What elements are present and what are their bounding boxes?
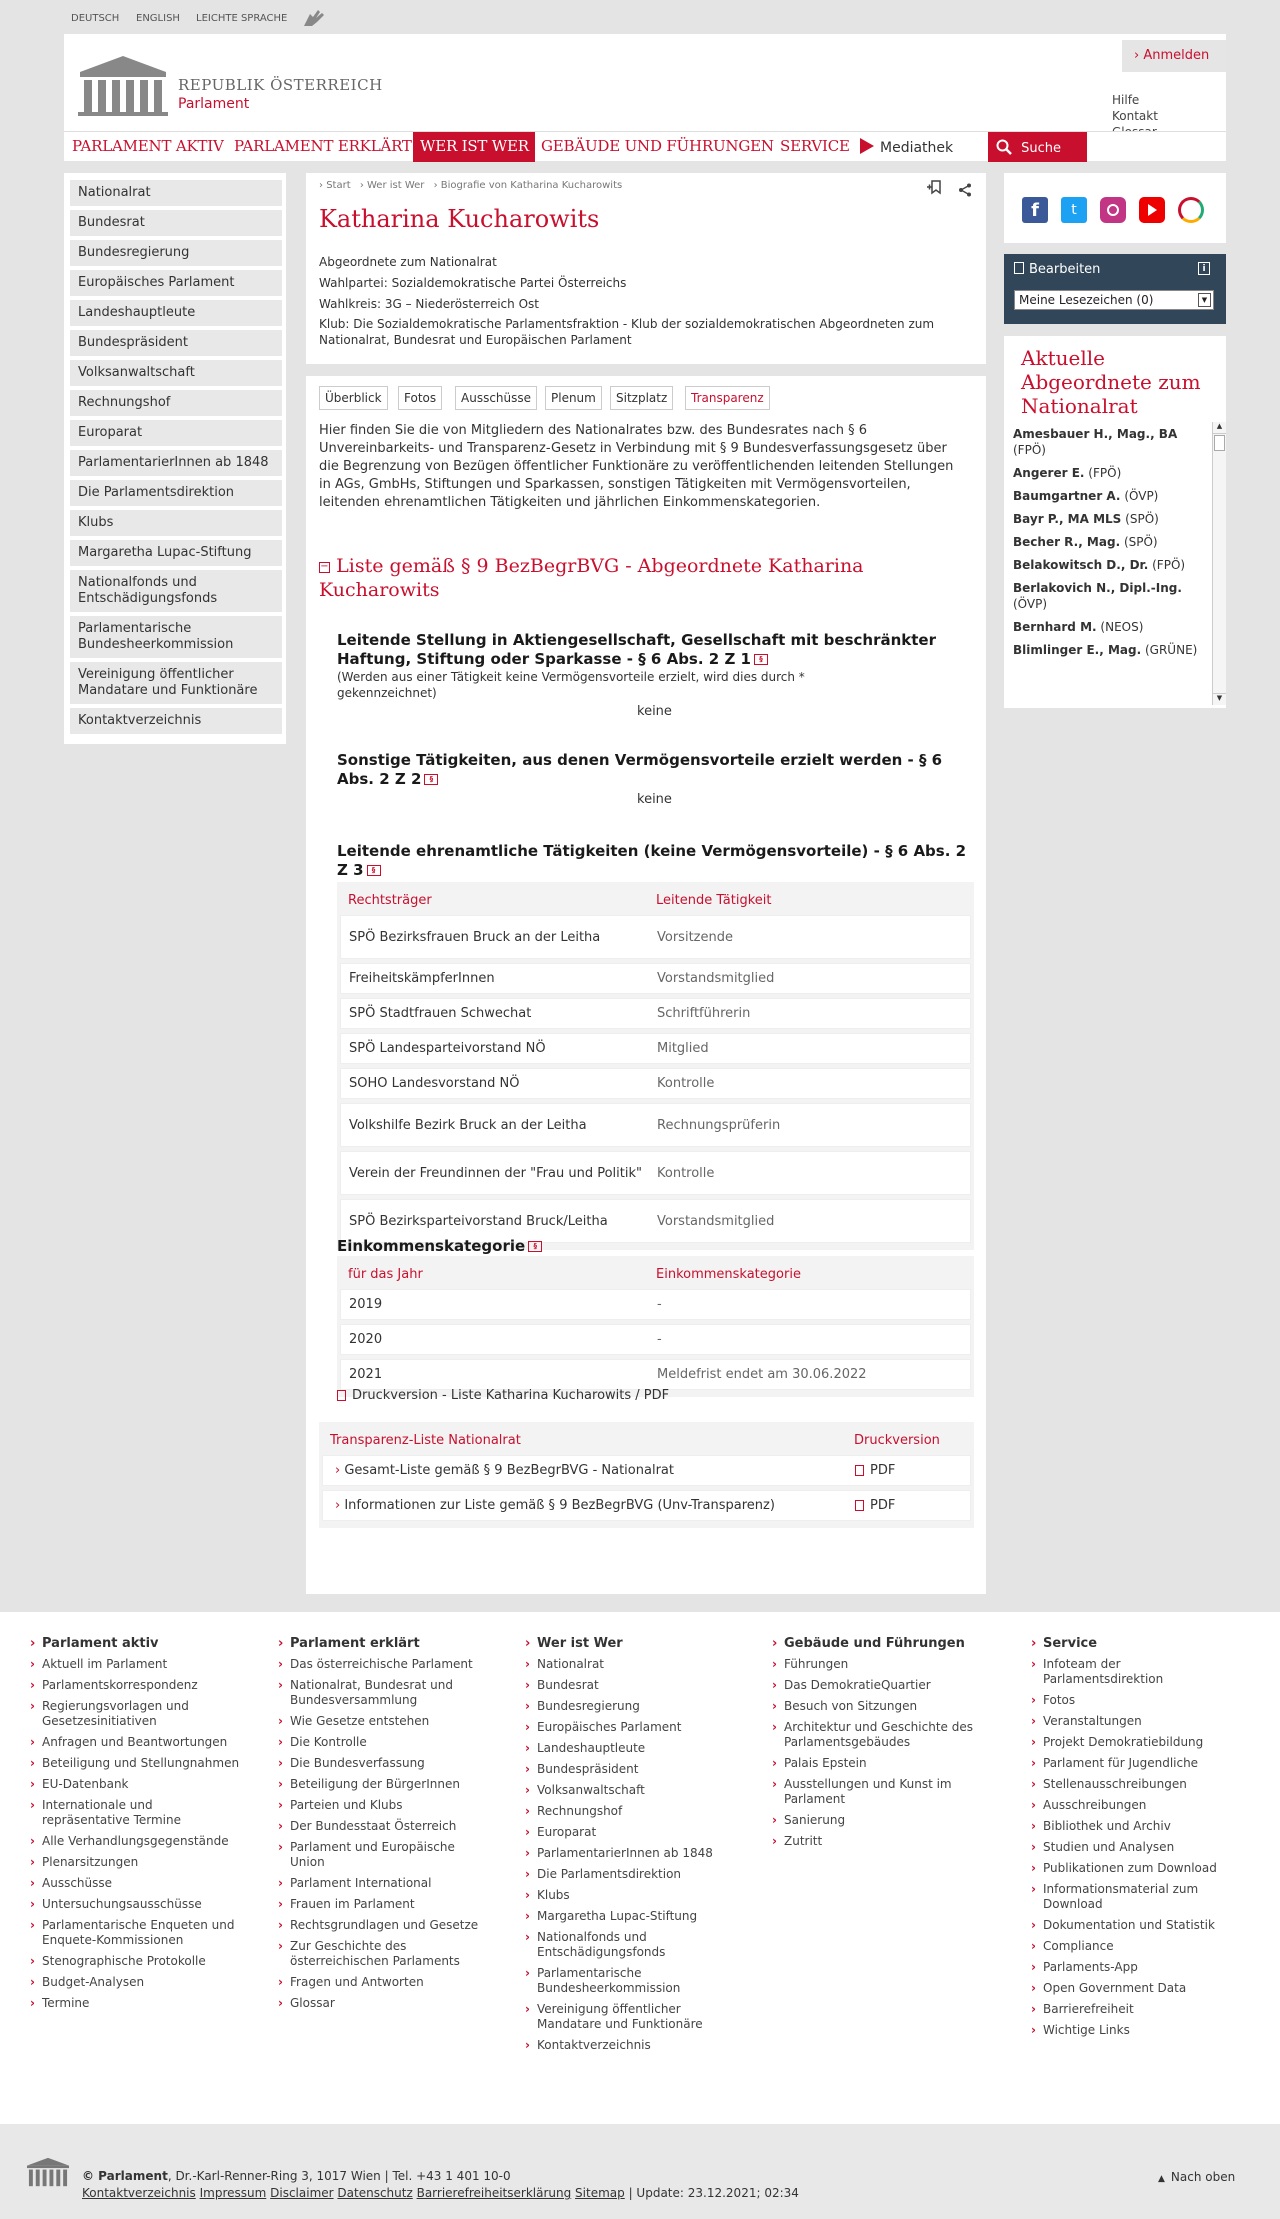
abgeordnete-name: Amesbauer H., Mag., BA [1013, 427, 1178, 441]
footer-link-das-sterreichische-parlament[interactable]: › Das österreichische Parlament [278, 1657, 488, 1672]
footer-col-wer-ist-wer [525, 1636, 735, 2059]
parliament-building-icon [78, 54, 168, 116]
footer-link-wichtige-links[interactable]: › Wichtige Links [1031, 2023, 1241, 2038]
cell-jahr: 2019 [349, 1297, 383, 1312]
tab-fotos[interactable]: Fotos [398, 386, 442, 410]
footer-link-das-demokratiequartier[interactable]: › Das DemokratieQuartier [772, 1678, 982, 1693]
footer-link-wie-gesetze-entstehen[interactable]: › Wie Gesetze entstehen [278, 1714, 488, 1729]
cell-kategorie: Meldefrist endet am 30.06.2022 [657, 1367, 867, 1382]
disclaimer-link[interactable]: Disclaimer [270, 2186, 334, 2200]
abgeordnete-item[interactable] [1013, 619, 1202, 635]
footer-link-bundespr-sident[interactable]: › Bundespräsident [525, 1762, 735, 1777]
table-row [340, 1151, 971, 1195]
footer-link-aussch-sse[interactable]: › Ausschüsse [30, 1876, 240, 1891]
footer-link-nationalfonds-und-entsch-digungsfonds[interactable]: › Nationalfonds und Entschädigungsfonds [525, 1930, 735, 1960]
footer-link-parlamentarische-bundesheerkommission[interactable]: › Parlamentarische Bundesheerkommission [525, 1966, 735, 1996]
abgeordnete-name: Angerer E. [1013, 466, 1085, 480]
person-party: Wahlpartei: Sozialdemokratische Partei Österreichs [319, 276, 627, 290]
person-club: Klub: Die Sozialdemokratische Parlamentsfraktion - Klub der sozialdemokratischen Abgeordneten zum Nationalrat, Bundesrat und Europäischen Parlament [319, 317, 935, 347]
kontaktverzeichnis-link[interactable]: Kontaktverzeichnis [82, 2186, 196, 2200]
nav-wer-ist-wer[interactable]: WER IST WER [413, 132, 535, 162]
footer-col-service [1031, 1636, 1241, 2044]
sec3-title: Leitende ehrenamtliche Tätigkeiten (keine Vermögensvorteile) - § 6 Abs. 2 Z 3 [337, 842, 967, 879]
tab-sitzplatz[interactable]: Sitzplatz [610, 386, 673, 410]
einkommen-table [337, 1256, 974, 1397]
breadcrumb: › Start › Wer ist Wer › Biografie von Katharina Kucharowits [319, 180, 623, 191]
info-icon[interactable]: i [1198, 262, 1210, 275]
list-header[interactable] [319, 554, 879, 602]
abgeordnete-party: (GRÜNE) [1144, 643, 1198, 657]
search-icon [996, 141, 1012, 156]
chevron-down-icon: ▼ [1198, 293, 1211, 307]
footer-col-parlament-erkl-rt [278, 1636, 488, 2017]
nav-gebaeude[interactable]: GEBÄUDE UND FÜHRUNGEN [541, 137, 774, 155]
footer-link-parlaments-app[interactable]: › Parlaments-App [1031, 1960, 1241, 1975]
tab-transparenz[interactable]: Transparenz [685, 386, 770, 410]
help-link[interactable]: Hilfe [1112, 93, 1140, 107]
footer-link-stenographische-protokolle[interactable]: › Stenographische Protokolle [30, 1954, 240, 1969]
footer-link-parlament-f-r-jugendliche[interactable]: › Parlament für Jugendliche [1031, 1756, 1241, 1771]
instagram-icon[interactable] [1100, 197, 1126, 223]
footer-link-palais-epstein[interactable]: › Palais Epstein [772, 1756, 982, 1771]
sidebar-item-klubs[interactable]: Klubs [70, 510, 282, 536]
footer-link-rechnungshof[interactable]: › Rechnungshof [525, 1804, 735, 1819]
list-scrollbar[interactable]: ▲ ▼ [1212, 422, 1226, 705]
nav-parlament-aktiv[interactable]: PARLAMENT AKTIV [72, 137, 224, 155]
section-einkommen [337, 1237, 542, 1256]
abgeordnete-item[interactable] [1013, 557, 1202, 573]
person-meta [319, 253, 959, 348]
abgeordnete-name: Becher R., Mag. [1013, 535, 1121, 549]
col-transparenz-liste: Transparenz-Liste Nationalrat [330, 1432, 521, 1448]
footer-link-parlamentarische-enqueten-und-enquete-ko[interactable]: › Parlamentarische Enqueten und Enquete-Kommissionen [30, 1918, 240, 1948]
bottom-bar [0, 2124, 1280, 2219]
cell-rechtstraeger: Volkshilfe Bezirk Bruck an der Leitha [349, 1117, 587, 1133]
cell-rechtstraeger: SPÖ Bezirksfrauen Bruck an der Leitha [349, 929, 601, 945]
sidebar-item-rechnungshof[interactable]: Rechnungshof [70, 390, 282, 416]
col-druckversion: Druckversion [854, 1432, 940, 1448]
nav-mediathek[interactable] [860, 132, 970, 162]
footer-link-barrierefreiheit[interactable]: › Barrierefreiheit [1031, 2002, 1241, 2017]
footer-link-dokumentation-und-statistik[interactable]: › Dokumentation und Statistik [1031, 1918, 1241, 1933]
facebook-icon[interactable]: f [1022, 197, 1048, 223]
footer-link-regierungsvorlagen-und-gesetzesinitiativ[interactable]: › Regierungsvorlagen und Gesetzesinitiativen [30, 1699, 240, 1729]
youtube-icon[interactable] [1139, 197, 1165, 223]
sidebar-item-bundespr-sident[interactable]: Bundespräsident [70, 330, 282, 356]
abgeordnete-name: Bayr P., MA MLS [1013, 512, 1122, 526]
footer-link-volksanwaltschaft[interactable]: › Volksanwaltschaft [525, 1783, 735, 1798]
social-media-box [1004, 173, 1226, 243]
cell-taetigkeit: Rechnungsprüferin [657, 1117, 781, 1133]
logo-subtitle: Parlament [178, 96, 250, 112]
abgeordnete-party: (FPÖ) [1088, 466, 1122, 480]
sec2-value: keine [637, 792, 672, 807]
abgeordnete-party: (ÖVP) [1013, 597, 1048, 611]
law-link-icon[interactable]: § [528, 1241, 542, 1252]
site-footer [0, 1612, 1280, 2124]
cell-taetigkeit: Vorstandsmitglied [657, 971, 775, 986]
footer-col-geb-ude-und-f-hrungen [772, 1636, 982, 1855]
edit-icon [1014, 262, 1024, 274]
footer-link-internationale-und-repr-sentative-termin[interactable]: › Internationale und repräsentative Termine [30, 1798, 240, 1828]
print-pdf-label: Druckversion - Liste Katharina Kucharowits / PDF [352, 1388, 670, 1403]
abgeordnete-party: (FPÖ) [1013, 443, 1046, 457]
sitemap-link[interactable]: Sitemap [575, 2186, 625, 2200]
footer-link-ausstellungen-und-kunst-im-parlament[interactable]: › Ausstellungen und Kunst im Parlament [772, 1777, 982, 1807]
footer-link-plenarsitzungen[interactable]: › Plenarsitzungen [30, 1855, 240, 1870]
abgeordnete-item[interactable] [1013, 426, 1202, 458]
footer-link-die-kontrolle[interactable]: › Die Kontrolle [278, 1735, 488, 1750]
footer-link-parlament-und-europ-ische-union[interactable]: › Parlament und Europäische Union [278, 1840, 488, 1870]
nav-service[interactable]: SERVICE [780, 137, 850, 155]
twitter-icon[interactable]: t [1061, 197, 1087, 223]
footer-link-open-government-data[interactable]: › Open Government Data [1031, 1981, 1241, 1996]
law-link-icon[interactable]: § [367, 865, 381, 876]
footer-link-projekt-demokratiebildung[interactable]: › Projekt Demokratiebildung [1031, 1735, 1241, 1750]
gesamt-liste-link[interactable]: Gesamt-Liste gemäß § 9 BezBegrBVG - Nationalrat [344, 1463, 674, 1478]
footer-link-f-hrungen[interactable]: › Führungen [772, 1657, 982, 1672]
footer-link-vereinigung-ffentlicher-mandatare-und-fu[interactable]: › Vereinigung öffentlicher Mandatare und Funktionäre [525, 2002, 735, 2032]
footer-link-die-bundesverfassung[interactable]: › Die Bundesverfassung [278, 1756, 488, 1771]
person-card [306, 173, 986, 364]
col-kategorie[interactable]: Einkommenskategorie [656, 1266, 801, 1282]
footer-link-nationalrat[interactable]: › Nationalrat [525, 1657, 735, 1672]
footer-link-anfragen-und-beantwortungen[interactable]: › Anfragen und Beantwortungen [30, 1735, 240, 1750]
tab-ausschuesse[interactable]: Ausschüsse [455, 386, 537, 410]
footer-link-fotos[interactable]: › Fotos [1031, 1693, 1241, 1708]
section-ehrenamtlich [337, 842, 977, 880]
footer-link-budget-analysen[interactable]: › Budget-Analysen [30, 1975, 240, 1990]
abgeordnete-name: Bernhard M. [1013, 620, 1097, 634]
sidebar-item-nationalrat[interactable]: Nationalrat [70, 180, 282, 206]
abgeordnete-item[interactable] [1013, 511, 1202, 527]
footer-link-untersuchungsaussch-sse[interactable]: › Untersuchungsausschüsse [30, 1897, 240, 1912]
footer-link-nationalrat-bundesrat-und-bundesversamml[interactable]: › Nationalrat, Bundesrat und Bundesversammlung [278, 1678, 488, 1708]
search-button[interactable] [988, 132, 1087, 162]
sec1-note: (Werden aus einer Tätigkeit keine Vermögensvorteile erzielt, wird dies durch * gekennzeichnet) [337, 670, 805, 700]
login-label: Anmelden [1143, 48, 1210, 63]
sec4-title: Einkommenskategorie [337, 1237, 526, 1255]
transparency-list-table: Transparenz-Liste Nationalrat Druckversion › Gesamt-Liste gemäß § 9 BezBegrBVG - Nationalrat PDF › Informationen zur Liste gemäß § 9 BezBegrBVG (Unv-Transparenz) PDF [319, 1422, 974, 1528]
cell-rechtstraeger: SOHO Landesvorstand NÖ [349, 1076, 520, 1091]
footer-heading[interactable]: › Wer ist Wer [525, 1636, 735, 1651]
footer-link-zur-geschichte-des-sterreichischen-parla[interactable]: › Zur Geschichte des österreichischen Parlaments [278, 1939, 488, 1969]
sidebar-item-volksanwaltschaft[interactable]: Volksanwaltschaft [70, 360, 282, 386]
print-pdf-link[interactable] [337, 1388, 669, 1403]
search-label: Suche [1021, 141, 1062, 156]
footer-heading[interactable]: › Parlament aktiv [30, 1636, 240, 1651]
footer-link-margaretha-lupac-stiftung[interactable]: › Margaretha Lupac-Stiftung [525, 1909, 735, 1924]
footer-link-termine[interactable]: › Termine [30, 1996, 240, 2011]
section-sonstige [337, 751, 977, 807]
abgeordnete-name: Belakowitsch D., Dr. [1013, 558, 1149, 572]
contact-link[interactable]: Kontakt [1112, 109, 1158, 123]
table-row [340, 998, 971, 1029]
abgeordnete-item[interactable] [1013, 580, 1202, 612]
play-icon [860, 138, 874, 154]
table-row [340, 1359, 971, 1390]
main-nav [64, 131, 1226, 161]
list-title: Liste gemäß § 9 BezBegrBVG - Abgeordnete Katharina Kucharowits [319, 555, 864, 601]
cell-kategorie: - [657, 1297, 662, 1312]
sidebar-item-parlamentarische-bundesheerkommission[interactable]: Parlamentarische Bundesheerkommission [70, 616, 282, 658]
cell-rechtstraeger: SPÖ Stadtfrauen Schwechat [349, 1006, 532, 1021]
abgeordnete-item[interactable] [1013, 642, 1202, 658]
bookmarks-select[interactable] [1014, 290, 1214, 310]
abgeordnete-name: Berlakovich N., Dipl.-Ing. [1013, 581, 1182, 595]
footer-link-architektur-und-geschichte-des-parlament[interactable]: › Architektur und Geschichte des Parlamentsgebäudes [772, 1720, 982, 1750]
cell-taetigkeit: Mitglied [657, 1041, 709, 1056]
parliament-logo[interactable] [78, 54, 388, 124]
sidebar [64, 173, 286, 744]
barrierefreiheit-link[interactable]: Barrierefreiheitserklärung [416, 2186, 572, 2200]
footer-link-publikationen-zum-download[interactable]: › Publikationen zum Download [1031, 1861, 1241, 1876]
footer-link-alle-verhandlungsgegenst-nde[interactable]: › Alle Verhandlungsgegenstände [30, 1834, 240, 1849]
abgeordnete-item[interactable] [1013, 534, 1202, 550]
sidebar-item-europarat[interactable]: Europarat [70, 420, 282, 446]
update-date: | Update: 23.12.2021; 02:34 [628, 2186, 799, 2200]
site-header [64, 34, 1226, 161]
cell-rechtstraeger: SPÖ Landesparteivorstand NÖ [349, 1041, 546, 1056]
bookmark-icon[interactable] [926, 179, 944, 199]
table-row [340, 1068, 971, 1099]
sidebar-item-margaretha-lupac-stiftung[interactable]: Margaretha Lupac-Stiftung [70, 540, 282, 566]
table-row [340, 1033, 971, 1064]
sign-language-icon[interactable] [300, 8, 328, 28]
tab-plenum[interactable]: Plenum [545, 386, 602, 410]
table-row [340, 1324, 971, 1355]
impressum-link[interactable]: Impressum [199, 2186, 267, 2200]
cell-rechtstraeger: SPÖ Bezirksparteivorstand Bruck/Leitha [349, 1213, 608, 1229]
footer-link-bibliothek-und-archiv[interactable]: › Bibliothek und Archiv [1031, 1819, 1241, 1834]
logo-title: REPUBLIK ÖSTERREICH [178, 76, 383, 94]
footer-heading[interactable]: › Gebäude und Führungen [772, 1636, 982, 1651]
footer-link-europarat[interactable]: › Europarat [525, 1825, 735, 1840]
abgeordnete-name: Baumgartner A. [1013, 489, 1121, 503]
table-row [340, 1289, 971, 1320]
abgeordnete-list [1004, 422, 1226, 705]
cell-taetigkeit: Vorstandsmitglied [657, 1213, 775, 1229]
col-rechtstraeger[interactable]: Rechtsträger [348, 892, 432, 908]
abgeordnete-party: (NEOS) [1100, 620, 1144, 634]
footer-link-stellenausschreibungen[interactable]: › Stellenausschreibungen [1031, 1777, 1241, 1792]
footer-link-informationsmaterial-zum-download[interactable]: › Informationsmaterial zum Download [1031, 1882, 1241, 1912]
sidebar-item-landeshauptleute[interactable]: Landeshauptleute [70, 300, 282, 326]
aktuelle-abgeordnete-box [1004, 336, 1226, 708]
footer-link-beteiligung-der-b-rgerinnen[interactable]: › Beteiligung der BürgerInnen [278, 1777, 488, 1792]
pdf-icon [337, 1390, 346, 1401]
breadcrumb-wer-ist-wer[interactable]: Wer ist Wer [367, 180, 425, 191]
sidebar-item-kontaktverzeichnis[interactable]: Kontaktverzeichnis [70, 708, 282, 734]
footer-link-der-bundesstaat-sterreich[interactable]: › Der Bundesstaat Österreich [278, 1819, 488, 1834]
info-liste-link[interactable]: Informationen zur Liste gemäß § 9 BezBegrBVG (Unv-Transparenz) [344, 1498, 775, 1513]
footer-link-veranstaltungen[interactable]: › Veranstaltungen [1031, 1714, 1241, 1729]
footer-link-sanierung[interactable]: › Sanierung [772, 1813, 982, 1828]
breadcrumb-start[interactable]: Start [326, 180, 351, 191]
footer-link-ausschreibungen[interactable]: › Ausschreibungen [1031, 1798, 1241, 1813]
footer-link-parlamentarierinnen-ab-1848[interactable]: › ParlamentarierInnen ab 1848 [525, 1846, 735, 1861]
abgeordnete-item[interactable] [1013, 488, 1202, 504]
cell-jahr: 2021 [349, 1367, 383, 1382]
col-taetigkeit[interactable]: Leitende Tätigkeit [656, 892, 772, 908]
sidebar-item-vereinigung-ffentlicher-mandatare-und-fu[interactable]: Vereinigung öffentlicher Mandatare und Funktionäre [70, 662, 282, 704]
back-to-top-label: Nach oben [1170, 2170, 1236, 2184]
login-button[interactable]: › Anmelden [1122, 40, 1226, 72]
footer-link-klubs[interactable]: › Klubs [525, 1888, 735, 1903]
lang-deutsch[interactable]: DEUTSCH [71, 13, 120, 24]
cell-rechtstraeger: Verein der Freundinnen der "Frau und Politik" [349, 1165, 642, 1181]
cell-rechtstraeger: FreiheitskämpferInnen [349, 971, 495, 986]
footer-link-europ-isches-parlament[interactable]: › Europäisches Parlament [525, 1720, 735, 1735]
footer-link-besuch-von-sitzungen[interactable]: › Besuch von Sitzungen [772, 1699, 982, 1714]
intro-text: Hier finden Sie die von Mitgliedern des Nationalrates bzw. des Bundesrates nach § 6 Unvereinbarkeits- und Transparenz-Gesetz in Verbindung mit § 9 Bundesverfassungsgesetz über die Begrenzung von Bezügen öffentlicher Funktionäre zu veröffentlichenden leitenden Stellungen in AGs, GmbHs, Stiftungen und Sparkassen, sonstigen Tätigkeiten mit Vermögensvorteilen, leitenden ehrenamtlichen Tätigkeiten und jährlichen Einkommenskategorien. [319, 423, 954, 510]
sidebar-item-die-parlamentsdirektion[interactable]: Die Parlamentsdirektion [70, 480, 282, 506]
mediathek-label: Mediathek [880, 140, 954, 156]
sec1-title: Leitende Stellung in Aktiengesellschaft, Gesellschaft mit beschränkter Haftung, Stiftung oder Sparkasse - § 6 Abs. 2 Z 1 [337, 631, 936, 668]
aktuelle-title: Aktuelle Abgeordnete zum Nationalrat [1021, 346, 1201, 418]
law-link-icon[interactable]: § [754, 654, 768, 665]
abgeordnete-name: Blimlinger E., Mag. [1013, 643, 1142, 657]
footer-link-rechtsgrundlagen-und-gesetze[interactable]: › Rechtsgrundlagen und Gesetze [278, 1918, 488, 1933]
table-row [340, 915, 971, 959]
cell-taetigkeit: Schriftführerin [657, 1006, 751, 1021]
table-row [340, 963, 971, 994]
footer-link-parlamentskorrespondenz[interactable]: › Parlamentskorrespondenz [30, 1678, 240, 1693]
gesamt-liste-pdf[interactable]: PDF [855, 1463, 895, 1478]
law-link-icon[interactable]: § [424, 774, 438, 785]
address: , Dr.-Karl-Renner-Ring 3, 1017 Wien | Tel. +43 1 401 10-0 [167, 2169, 511, 2183]
footer-link-bundesrat[interactable]: › Bundesrat [525, 1678, 735, 1693]
datenschutz-link[interactable]: Datenschutz [337, 2186, 413, 2200]
sec1-value: keine [637, 704, 672, 719]
transparency-card [306, 376, 986, 1594]
abgeordnete-item[interactable] [1013, 465, 1202, 481]
abgeordnete-party: (SPÖ) [1125, 512, 1159, 526]
person-district: Wahlkreis: 3G – Niederösterreich Ost [319, 297, 539, 311]
collapse-icon[interactable]: − [320, 561, 329, 572]
pdf-icon [855, 1465, 864, 1476]
tab-ueberblick[interactable]: Überblick [319, 386, 388, 410]
footer-link-parlament-international[interactable]: › Parlament International [278, 1876, 488, 1891]
ehrenamt-table [337, 882, 974, 1250]
footer-link-beteiligung-und-stellungnahmen[interactable]: › Beteiligung und Stellungnahmen [30, 1756, 240, 1771]
footer-link-zutritt[interactable]: › Zutritt [772, 1834, 982, 1849]
cell-taetigkeit: Kontrolle [657, 1165, 715, 1181]
footer-heading[interactable]: › Parlament erklärt [278, 1636, 488, 1651]
col-jahr[interactable]: für das Jahr [348, 1266, 423, 1282]
sidebar-item-bundesrat[interactable]: Bundesrat [70, 210, 282, 236]
footer-address [82, 2169, 511, 2183]
footer-link-studien-und-analysen[interactable]: › Studien und Analysen [1031, 1840, 1241, 1855]
parliament-building-icon [26, 2156, 70, 2188]
podcast-icon[interactable] [1178, 197, 1204, 223]
cell-taetigkeit: Vorsitzende [657, 929, 733, 945]
sidebar-item-nationalfonds-und-entsch-digungsfonds[interactable]: Nationalfonds und Entschädigungsfonds [70, 570, 282, 612]
footer-link-aktuell-im-parlament[interactable]: › Aktuell im Parlament [30, 1657, 240, 1672]
arrow-up-icon: ▲ [1158, 2174, 1165, 2184]
footer-link-compliance[interactable]: › Compliance [1031, 1939, 1241, 1954]
footer-link-bundesregierung[interactable]: › Bundesregierung [525, 1699, 735, 1714]
footer-link-frauen-im-parlament[interactable]: › Frauen im Parlament [278, 1897, 488, 1912]
sidebar-item-bundesregierung[interactable]: Bundesregierung [70, 240, 282, 266]
table-row [340, 1103, 971, 1147]
lang-english[interactable]: ENGLISH [136, 13, 180, 24]
footer-link-kontaktverzeichnis[interactable]: › Kontaktverzeichnis [525, 2038, 735, 2053]
lang-leichte-sprache[interactable]: LEICHTE SPRACHE [196, 13, 288, 24]
bearbeiten-header [1014, 262, 1100, 277]
nav-parlament-erklaert[interactable]: PARLAMENT ERKLÄRT [234, 137, 412, 155]
copyright: © Parlament [82, 2169, 168, 2183]
footer-legal-links [82, 2186, 799, 2200]
share-icon[interactable] [958, 183, 972, 201]
section-leitende-stellung [337, 631, 977, 719]
footer-link-fragen-und-antworten[interactable]: › Fragen und Antworten [278, 1975, 488, 1990]
footer-heading[interactable]: › Service [1031, 1636, 1241, 1651]
abgeordnete-party: (SPÖ) [1123, 535, 1158, 549]
bearbeiten-title: Bearbeiten [1029, 262, 1101, 277]
cell-kategorie: - [657, 1332, 662, 1347]
bearbeiten-box [1004, 254, 1226, 324]
info-liste-pdf[interactable]: PDF [855, 1498, 895, 1513]
abgeordnete-party: (ÖVP) [1124, 489, 1159, 503]
cell-jahr: 2020 [349, 1332, 383, 1347]
footer-link-eu-datenbank[interactable]: › EU-Datenbank [30, 1777, 240, 1792]
footer-link-landeshauptleute[interactable]: › Landeshauptleute [525, 1741, 735, 1756]
pdf-icon [855, 1500, 864, 1511]
abgeordnete-party: (FPÖ) [1152, 558, 1186, 572]
person-role: Abgeordnete zum Nationalrat [319, 255, 497, 269]
footer-link-die-parlamentsdirektion[interactable]: › Die Parlamentsdirektion [525, 1867, 735, 1882]
back-to-top-link[interactable] [1158, 2170, 1235, 2184]
sec2-title: Sonstige Tätigkeiten, aus denen Vermögensvorteile erzielt werden - § 6 Abs. 2 Z 2 [337, 751, 943, 788]
sidebar-item-parlamentarierinnen-ab-1848[interactable]: ParlamentarierInnen ab 1848 [70, 450, 282, 476]
breadcrumb-current: Biografie von Katharina Kucharowits [440, 180, 623, 191]
bookmarks-select-value: Meine Lesezeichen (0) [1019, 293, 1154, 307]
footer-link-parteien-und-klubs[interactable]: › Parteien und Klubs [278, 1798, 488, 1813]
person-name: Katharina Kucharowits [319, 205, 600, 233]
footer-link-infoteam-der-parlamentsdirektion[interactable]: › Infoteam der Parlamentsdirektion [1031, 1657, 1241, 1687]
footer-col-parlament-aktiv [30, 1636, 240, 2017]
footer-link-glossar[interactable]: › Glossar [278, 1996, 488, 2011]
sidebar-item-europ-isches-parlament[interactable]: Europäisches Parlament [70, 270, 282, 296]
cell-taetigkeit: Kontrolle [657, 1076, 715, 1091]
